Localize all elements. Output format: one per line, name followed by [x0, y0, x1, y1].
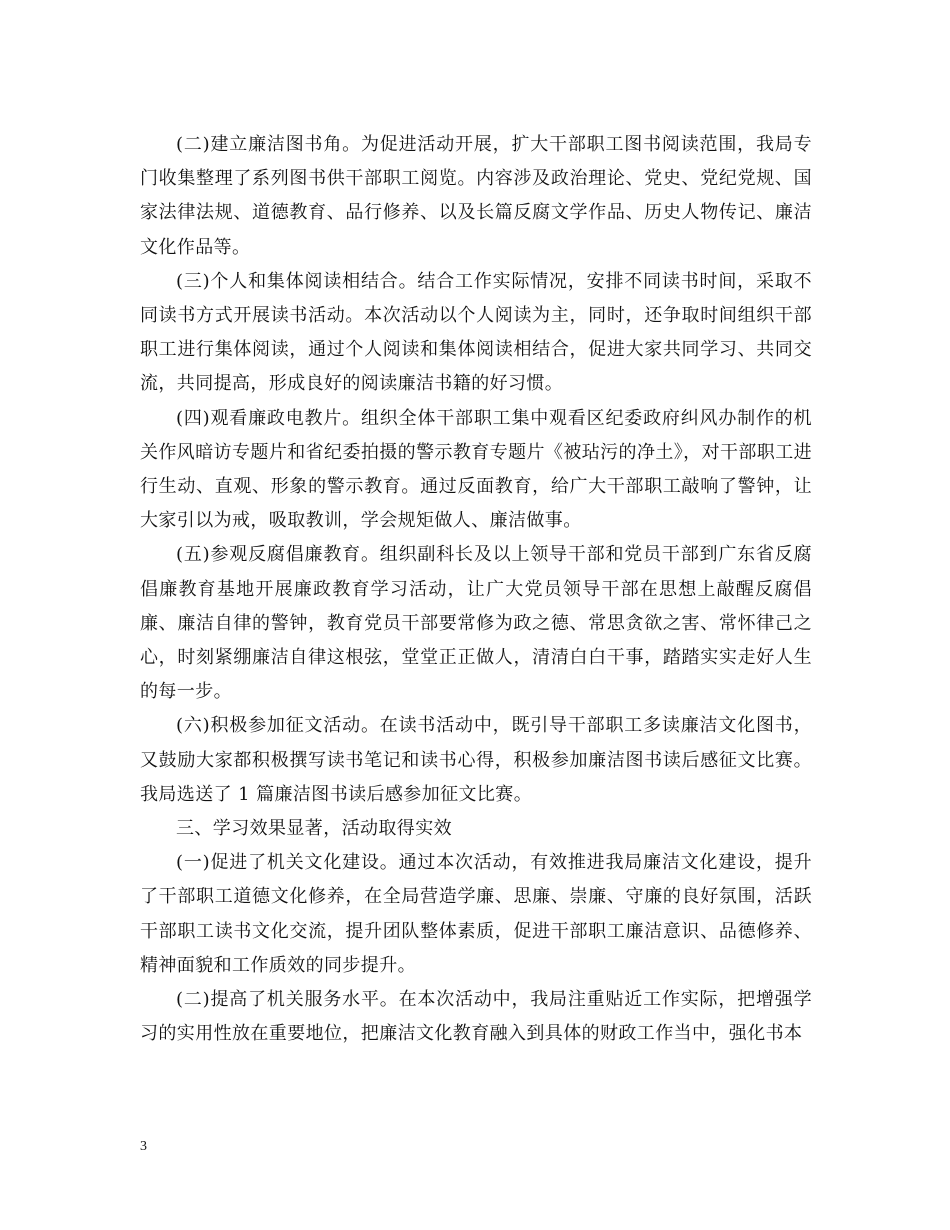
document-body	[140, 128, 812, 1051]
paragraph-essay-contest: (六)积极参加征文活动。在读书活动中，既引导干部职工多读廉洁文化图书，又鼓励大家都积极撰写读书笔记和读书心得，积极参加廉洁图书读后感征文比赛。我局选送了 1 篇廉洁图书读后感参加征文比赛。	[140, 715, 812, 805]
page-number: 3	[140, 1139, 147, 1154]
paragraph-visit-education-base: (五)参观反腐倡廉教育。组织副科长及以上领导干部和党员干部到广东省反腐倡廉教育基地开展廉政教育学习活动，让广大党员领导干部在思想上敲醒反腐倡廉、廉洁自律的警钟，教育党员干部要常修为政之德、常思贪欲之害、常怀律己之心，时刻紧绷廉洁自律这根弦，堂堂正正做人，清清白白干事，踏踏实实走好人生的每一步。	[140, 544, 812, 703]
section-heading-results: 三、学习效果显著，活动取得实效	[176, 818, 452, 840]
paragraph-service-level: (二)提高了机关服务水平。在本次活动中，我局注重贴近工作实际，把增强学习的实用性放在重要地位，把廉洁文化教育融入到具体的财政工作当中，强化书本	[140, 989, 812, 1045]
paragraph-watch-integrity-films: (四)观看廉政电教片。组织全体干部职工集中观看区纪委政府纠风办制作的机关作风暗访专题片和省纪委拍摄的警示教育专题片《被玷污的净土》，对干部职工进行生动、直观、形象的警示教育。通过反面教育，给广大干部职工敲响了警钟，让大家引以为戒，吸取教训，学会规矩做人、廉洁做事。	[140, 407, 812, 532]
paragraph-individual-collective-reading: (三)个人和集体阅读相结合。结合工作实际情况，安排不同读书时间，采取不同读书方式开展读书活动。本次活动以个人阅读为主，同时，还争取时间组织干部职工进行集体阅读，通过个人阅读和集体阅读相结合，促进大家共同学习、共同交流，共同提高，形成良好的阅读廉洁书籍的好习惯。	[140, 270, 812, 395]
paragraph-reading-corner: (二)建立廉洁图书角。为促进活动开展，扩大干部职工图书阅读范围，我局专门收集整理了系列图书供干部职工阅览。内容涉及政治理论、党史、党纪党规、国家法律法规、道德教育、品行修养、以及长篇反腐文学作品、历史人物传记、廉洁文化作品等。	[140, 134, 812, 258]
paragraph-culture-construction: (一)促进了机关文化建设。通过本次活动，有效推进我局廉洁文化建设，提升了干部职工道德文化修养，在全局营造学廉、思廉、崇廉、守廉的良好氛围，活跃干部职工读书文化交流，提升团队整体素质，促进干部职工廉洁意识、品德修养、精神面貌和工作质效的同步提升。	[140, 852, 812, 976]
